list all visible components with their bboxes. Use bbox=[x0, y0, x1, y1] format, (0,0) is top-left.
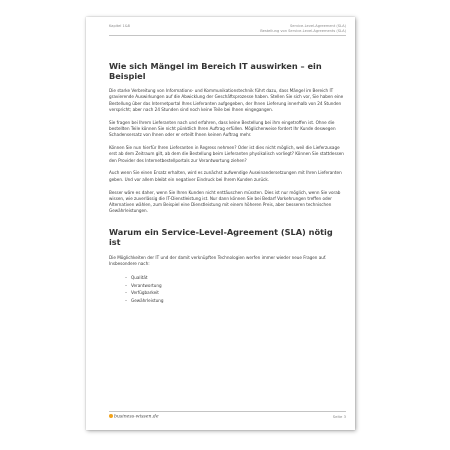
header-topic-line2: Bestellung von Service-Level-Agreements (SLA) bbox=[260, 28, 346, 33]
section-heading-impact: Wie sich Mängel im Bereich IT auswirken – ein Beispiel bbox=[109, 61, 322, 81]
list-item-label: Verfügbarkeit bbox=[131, 290, 159, 296]
paragraph: Die starke Verbreitung von Informations- und Kommunikationstechnik führt dazu, dass Mängel im Bereich IT gravierende Auswirkungen auf die Abwicklung der Geschäftsprozesse haben. Stellen Sie sich vor, Sie haben eine Bestellung über das Internetportal Ihres Lieferanten aufgegeben, der Ihnen Lieferung innerhalb von 24 Stunden verspricht; aber nach 24 Stunden sind noch keine Teile bei Ihnen eingegangen. bbox=[109, 88, 344, 112]
paragraph: Sie fragen bei Ihrem Lieferanten nach und erfahren, dass keine Bestellung bei ihm eingetroffen ist. Ohne die bestellten Teile können Sie nicht pünktlich Ihren Auftrag erfüllen. Möglicherweise fordert Ihr Kunde deswegen Schadensersatz von Ihnen oder er erteilt Ihnen keinen Auftrag mehr. bbox=[109, 119, 336, 138]
list-item-label: Gewährleistung bbox=[131, 298, 164, 304]
paragraph: Auch wenn Sie einen Ersatz erhalten, wird es zunächst aufwendige Auseinandersetzungen mit Ihren Lieferanten geben. Und vor allem bleibt ein negativer Eindruck bei Ihrem Kunden zurück. bbox=[109, 170, 342, 182]
list-item bbox=[125, 297, 345, 305]
document-page bbox=[86, 17, 355, 430]
header-divider bbox=[109, 35, 346, 36]
header-chapter: Kapitel 1&8 bbox=[109, 24, 130, 28]
header-topic bbox=[260, 24, 346, 33]
list-bullet: – bbox=[125, 290, 128, 296]
section-heading-sla: Warum ein Service-Level-Agreement (SLA) nötig ist bbox=[109, 226, 333, 247]
paragraph: Die Möglichkeiten der IT und der damit verknüpften Technologien werfen immer wieder neue Fragen auf. Insbesondere nach: bbox=[109, 254, 327, 267]
page-number: Seite 3 bbox=[332, 414, 346, 419]
list-bullet: – bbox=[125, 298, 128, 304]
paragraph: Können Sie nun hierfür Ihren Lieferanten in Regress nehmen? Oder ist dies nicht möglich, weil die Lieferzusage erst ab dem Zeitraum gilt, ab dem die Bestellung beim Lieferanten physikalisch vorliegt? Können Sie stattdessen den Provider des Internetbestellportals zur Verantwortung ziehen? bbox=[109, 145, 344, 163]
page-content bbox=[109, 61, 345, 305]
brand-logo bbox=[109, 414, 159, 420]
page-footer bbox=[109, 411, 346, 421]
footer-divider bbox=[109, 411, 346, 412]
question-list bbox=[109, 274, 345, 305]
paragraph: Besser wäre es daher, wenn Sie Ihren Kunden nicht enttäuschen müssten. Dies ist nur möglich, wenn Sie vorab wissen, wie zuverlässig die IT-Dienstleistung ist. Nur dann können Sie bei Bedarf Vorkehrungen treffen oder Alternativen wählen, zum Beispiel eine Dienstleistung mit einem höheren Preis, aber besseren technischen Gewährleistungen. bbox=[109, 189, 341, 214]
list-item bbox=[125, 274, 345, 282]
list-bullet: – bbox=[125, 274, 128, 280]
logo-text: business-wissen.de bbox=[114, 414, 159, 420]
list-item bbox=[125, 282, 345, 290]
list-bullet: – bbox=[125, 282, 128, 288]
list-item-label: Verantwortung bbox=[131, 282, 162, 288]
header-topic-line1: Service-Level-Agreement (SLA) bbox=[289, 24, 346, 28]
logo-dot-icon bbox=[109, 414, 113, 418]
list-item bbox=[125, 289, 345, 297]
list-item-label: Qualität bbox=[131, 274, 148, 280]
